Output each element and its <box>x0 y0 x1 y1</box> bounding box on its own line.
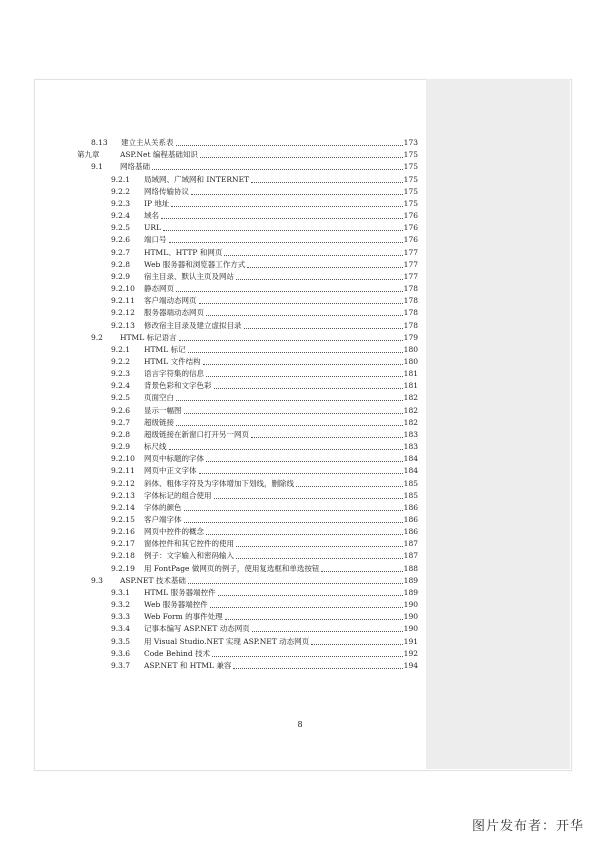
comment-margin <box>426 79 570 769</box>
dot-leader <box>212 656 403 657</box>
toc-entry-title: 记事本编写 ASP.NET 动态网页 <box>144 624 250 634</box>
table-of-contents <box>77 137 418 672</box>
dot-leader <box>199 303 403 304</box>
toc-entry-page: 184 <box>403 466 418 476</box>
toc-entry-number: 9.2.4 <box>111 381 131 391</box>
toc-entry-page: 183 <box>403 442 418 452</box>
toc-entry-page: 189 <box>403 575 418 585</box>
toc-entry-page: 181 <box>403 381 418 391</box>
toc-entry <box>77 550 418 562</box>
toc-entry-number: 第九章 <box>77 150 100 160</box>
dot-leader <box>184 413 403 414</box>
toc-entry <box>77 660 418 672</box>
toc-entry-page: 187 <box>403 539 418 549</box>
toc-entry-title: 页面空白 <box>144 393 174 403</box>
toc-entry <box>77 295 418 307</box>
toc-entry <box>77 332 418 344</box>
toc-entry-number: 9.2.13 <box>111 490 135 500</box>
toc-entry-page: 178 <box>403 284 418 294</box>
toc-entry-page: 185 <box>403 490 418 500</box>
dot-leader <box>206 534 403 535</box>
toc-entry-number: 9.2.5 <box>111 393 131 403</box>
dot-leader <box>225 619 403 620</box>
toc-entry <box>77 441 418 453</box>
toc-entry-title: HTML 文件结构 <box>144 356 201 366</box>
dot-leader <box>184 510 403 511</box>
dot-leader <box>161 218 403 219</box>
dot-leader <box>296 486 403 487</box>
toc-entry-title: Web Form 的事件处理 <box>144 612 223 622</box>
toc-entry-page: 192 <box>403 648 418 658</box>
toc-entry-page: 177 <box>403 271 418 281</box>
toc-entry-title: 语言字符集的信息 <box>144 369 204 379</box>
toc-entry <box>77 429 418 441</box>
dot-leader <box>152 169 403 170</box>
toc-entry-number: 9.2.9 <box>111 442 131 452</box>
dot-leader <box>233 668 402 669</box>
toc-entry <box>77 259 418 271</box>
toc-entry <box>77 490 418 502</box>
toc-entry-title: Code Behind 技术 <box>144 648 211 658</box>
dot-leader <box>176 145 403 146</box>
toc-entry-number: 9.2.4 <box>111 211 131 221</box>
toc-entry <box>77 392 418 404</box>
toc-entry-number: 9.2.7 <box>111 247 131 257</box>
toc-entry-page: 189 <box>403 587 418 597</box>
dot-leader <box>184 522 403 523</box>
dot-leader <box>176 425 403 426</box>
toc-entry-number: 9.2.11 <box>111 296 135 306</box>
toc-entry-page: 177 <box>403 247 418 257</box>
toc-entry-page: 180 <box>403 344 418 354</box>
toc-entry-number: 9.2.2 <box>111 186 131 196</box>
toc-entry-page: 176 <box>403 211 418 221</box>
toc-entry-title: Web 服务器和浏览器工作方式 <box>144 259 246 269</box>
toc-entry-number: 9.2.2 <box>111 356 131 366</box>
dot-leader <box>199 473 403 474</box>
toc-entry-number: 9.2.19 <box>111 563 135 573</box>
toc-entry-number: 9.2.16 <box>111 527 135 537</box>
toc-entry <box>77 137 418 149</box>
dot-leader <box>244 328 403 329</box>
toc-entry <box>77 562 418 574</box>
dot-leader <box>311 644 403 645</box>
toc-entry-page: 176 <box>403 235 418 245</box>
toc-entry <box>77 186 418 198</box>
toc-entry <box>77 477 418 489</box>
toc-entry-title: 网页中正文字体 <box>144 466 197 476</box>
toc-entry-page: 178 <box>403 296 418 306</box>
dot-leader <box>210 607 403 608</box>
toc-entry-page: 175 <box>403 150 418 160</box>
toc-entry-number: 9.2.5 <box>111 223 131 233</box>
toc-entry-number: 9.2.6 <box>111 235 131 245</box>
toc-entry <box>77 198 418 210</box>
toc-entry <box>77 417 418 429</box>
toc-entry <box>77 234 418 246</box>
toc-entry <box>77 611 418 623</box>
dot-leader <box>179 340 403 341</box>
toc-entry-title: 用 Visual Studio.NET 实现 ASP.NET 动态网页 <box>144 636 310 646</box>
toc-entry <box>77 173 418 185</box>
toc-entry <box>77 453 418 465</box>
toc-entry-number: 9.2.6 <box>111 405 131 415</box>
toc-entry-title: 网页中控件的概念 <box>144 527 204 537</box>
toc-entry-number: 9.3.7 <box>111 660 131 670</box>
toc-entry-number: 9.2.12 <box>111 478 135 488</box>
toc-entry-title: IP 地址 <box>144 198 170 208</box>
dot-leader <box>203 364 403 365</box>
toc-entry-page: 180 <box>403 356 418 366</box>
dot-leader <box>214 498 403 499</box>
toc-entry <box>77 161 418 173</box>
toc-entry-title: 静态网页 <box>144 284 174 294</box>
dot-leader <box>163 230 403 231</box>
toc-entry-title: 标尺线 <box>144 442 167 452</box>
toc-entry-page: 188 <box>403 563 418 573</box>
toc-entry-title: 宿主目录、默认主页及网站 <box>144 271 234 281</box>
toc-entry-page: 182 <box>403 405 418 415</box>
toc-entry-title: 字体标记的组合使用 <box>144 490 212 500</box>
toc-entry-page: 175 <box>403 162 418 172</box>
toc-entry-number: 9.2.18 <box>111 551 135 561</box>
toc-entry <box>77 587 418 599</box>
toc-entry-number: 9.2.7 <box>111 417 131 427</box>
toc-entry-page: 179 <box>403 332 418 342</box>
toc-entry-number: 9.3.5 <box>111 636 131 646</box>
toc-entry-number: 9.2.10 <box>111 284 135 294</box>
dot-leader <box>206 376 403 377</box>
toc-entry <box>77 575 418 587</box>
dot-leader <box>206 315 403 316</box>
toc-entry-page: 190 <box>403 600 418 610</box>
toc-entry-title: 斜体、粗体字符及为字体增加下划线，删除线 <box>144 478 294 488</box>
toc-entry-number: 9.2.9 <box>111 271 131 281</box>
dot-leader <box>236 558 403 559</box>
dot-leader <box>247 267 402 268</box>
dot-leader <box>169 242 403 243</box>
toc-entry-page: 178 <box>403 308 418 318</box>
toc-entry-title: 用 FontPage 做网页的例子，使用复选框和单选按钮 <box>144 563 320 573</box>
toc-entry-title: 端口号 <box>144 235 167 245</box>
publisher-watermark: 图片发布者：开华 <box>471 819 584 834</box>
toc-entry-title: HTML 服务器端控件 <box>144 587 216 597</box>
dot-leader <box>206 461 403 462</box>
toc-entry <box>77 404 418 416</box>
toc-entry-title: 修改宿主目录及建立虚拟目录 <box>144 320 242 330</box>
toc-entry-title: 域名 <box>144 211 159 221</box>
toc-entry-number: 9.3 <box>91 575 103 585</box>
toc-entry-title: ASP.Net 编程基础知识 <box>120 150 198 160</box>
toc-entry-title: 窗体控件和其它控件的使用 <box>144 539 234 549</box>
toc-entry-number: 9.2.8 <box>111 259 131 269</box>
toc-entry-number: 9.2.11 <box>111 466 135 476</box>
toc-entry-title: Web 服务器端控件 <box>144 600 208 610</box>
toc-entry-title: URL <box>144 223 161 233</box>
toc-entry-page: 175 <box>403 174 418 184</box>
toc-entry-page: 178 <box>403 320 418 330</box>
dot-leader <box>252 631 403 632</box>
toc-entry-page: 186 <box>403 515 418 524</box>
toc-entry-title: 建立主从关系表 <box>121 138 174 148</box>
page-number: 8 <box>297 720 303 729</box>
toc-entry-title: 超级链接在新窗口打开另一网页 <box>144 429 249 439</box>
toc-entry-title: 客户端动态网页 <box>144 296 197 306</box>
dot-leader <box>176 291 403 292</box>
dot-leader <box>321 571 402 572</box>
toc-entry-page: 187 <box>403 551 418 561</box>
toc-entry-page: 175 <box>403 186 418 196</box>
toc-entry-title: 超级链接 <box>144 417 174 427</box>
toc-entry <box>77 635 418 647</box>
toc-entry-title: 字体的颜色 <box>144 502 182 512</box>
toc-entry-number: 9.2.1 <box>111 344 131 354</box>
toc-entry-number: 9.2 <box>91 332 103 342</box>
dot-leader <box>171 206 402 207</box>
toc-entry-title: ASP.NET 技术基础 <box>120 575 186 585</box>
toc-entry <box>77 344 418 356</box>
toc-entry-page: 186 <box>403 502 418 512</box>
toc-entry <box>77 623 418 635</box>
toc-entry-title: 网络基础 <box>120 162 150 172</box>
dot-leader <box>188 352 403 353</box>
toc-entry-number: 9.2.15 <box>111 515 135 524</box>
toc-entry-page: 182 <box>403 393 418 403</box>
toc-entry <box>77 538 418 550</box>
toc-entry-page: 191 <box>403 636 418 646</box>
toc-entry-page: 182 <box>403 417 418 427</box>
toc-entry-page: 185 <box>403 478 418 488</box>
toc-entry-number: 9.3.2 <box>111 600 131 610</box>
toc-entry-number: 9.1 <box>91 162 103 172</box>
toc-entry-page: 194 <box>403 660 418 670</box>
toc-entry-page: 181 <box>403 369 418 379</box>
toc-entry-title: 客户端字体 <box>144 515 182 524</box>
toc-entry <box>77 210 418 222</box>
toc-entry-number: 9.2.13 <box>111 320 135 330</box>
toc-entry-number: 9.2.14 <box>111 502 135 512</box>
toc-entry <box>77 356 418 368</box>
dot-leader <box>251 437 403 438</box>
dot-leader <box>251 182 403 183</box>
toc-entry-page: 176 <box>403 223 418 233</box>
toc-entry-page: 175 <box>403 198 418 208</box>
toc-entry <box>77 599 418 611</box>
toc-entry-number: 9.3.4 <box>111 624 131 634</box>
dot-leader <box>236 546 403 547</box>
toc-entry <box>77 380 418 392</box>
toc-entry <box>77 368 418 380</box>
toc-entry-title: HTML、HTTP 和网页 <box>144 247 223 257</box>
dot-leader <box>191 194 403 195</box>
dot-leader <box>236 279 403 280</box>
toc-entry <box>77 222 418 234</box>
toc-entry <box>77 246 418 258</box>
toc-entry-title: 网页中标题的字体 <box>144 454 204 464</box>
toc-entry <box>77 526 418 538</box>
toc-entry-page: 190 <box>403 612 418 622</box>
toc-entry-number: 9.2.17 <box>111 539 135 549</box>
toc-entry-number: 9.2.3 <box>111 369 131 379</box>
toc-entry-number: 9.3.3 <box>111 612 131 622</box>
dot-leader <box>224 255 402 256</box>
dot-leader <box>200 157 403 158</box>
toc-entry-number: 9.3.6 <box>111 648 131 658</box>
toc-entry-number: 9.3.1 <box>111 587 131 597</box>
toc-entry <box>77 307 418 319</box>
dot-leader <box>214 388 403 389</box>
toc-entry <box>77 271 418 283</box>
toc-entry-title: 服务器端动态网页 <box>144 308 204 318</box>
toc-entry-number: 8.13 <box>91 138 108 148</box>
toc-entry-page: 190 <box>403 624 418 634</box>
toc-entry-title: HTML 标记 <box>144 344 186 354</box>
toc-entry-title: ASP.NET 和 HTML 兼容 <box>144 660 232 670</box>
toc-entry-page: 177 <box>403 259 418 269</box>
toc-entry-title: 局域网、广域网和 INTERNET <box>144 174 250 184</box>
toc-entry-number: 9.2.3 <box>111 198 131 208</box>
dot-leader <box>169 449 403 450</box>
toc-entry-number: 9.2.1 <box>111 174 131 184</box>
toc-entry-page: 183 <box>403 429 418 439</box>
toc-entry-page: 173 <box>403 138 418 148</box>
toc-entry <box>77 514 418 526</box>
toc-entry-page: 186 <box>403 527 418 537</box>
dot-leader <box>188 583 403 584</box>
toc-entry-number: 9.2.10 <box>111 454 135 464</box>
toc-entry <box>77 465 418 477</box>
toc-entry <box>77 149 418 161</box>
toc-entry-title: HTML 标记语言 <box>120 332 177 342</box>
toc-entry-title: 背景色彩和文字色彩 <box>144 381 212 391</box>
toc-entry-title: 显示一幅图 <box>144 405 182 415</box>
toc-entry <box>77 319 418 331</box>
dot-leader <box>218 595 403 596</box>
dot-leader <box>176 400 403 401</box>
toc-entry-title: 网络传输协议 <box>144 186 189 196</box>
toc-entry <box>77 502 418 514</box>
toc-entry <box>77 648 418 660</box>
toc-entry-number: 9.2.12 <box>111 308 135 318</box>
toc-entry-number: 9.2.8 <box>111 429 131 439</box>
toc-entry <box>77 283 418 295</box>
toc-entry-title: 例子：文字输入和密码输入 <box>144 551 234 561</box>
toc-entry-page: 184 <box>403 454 418 464</box>
